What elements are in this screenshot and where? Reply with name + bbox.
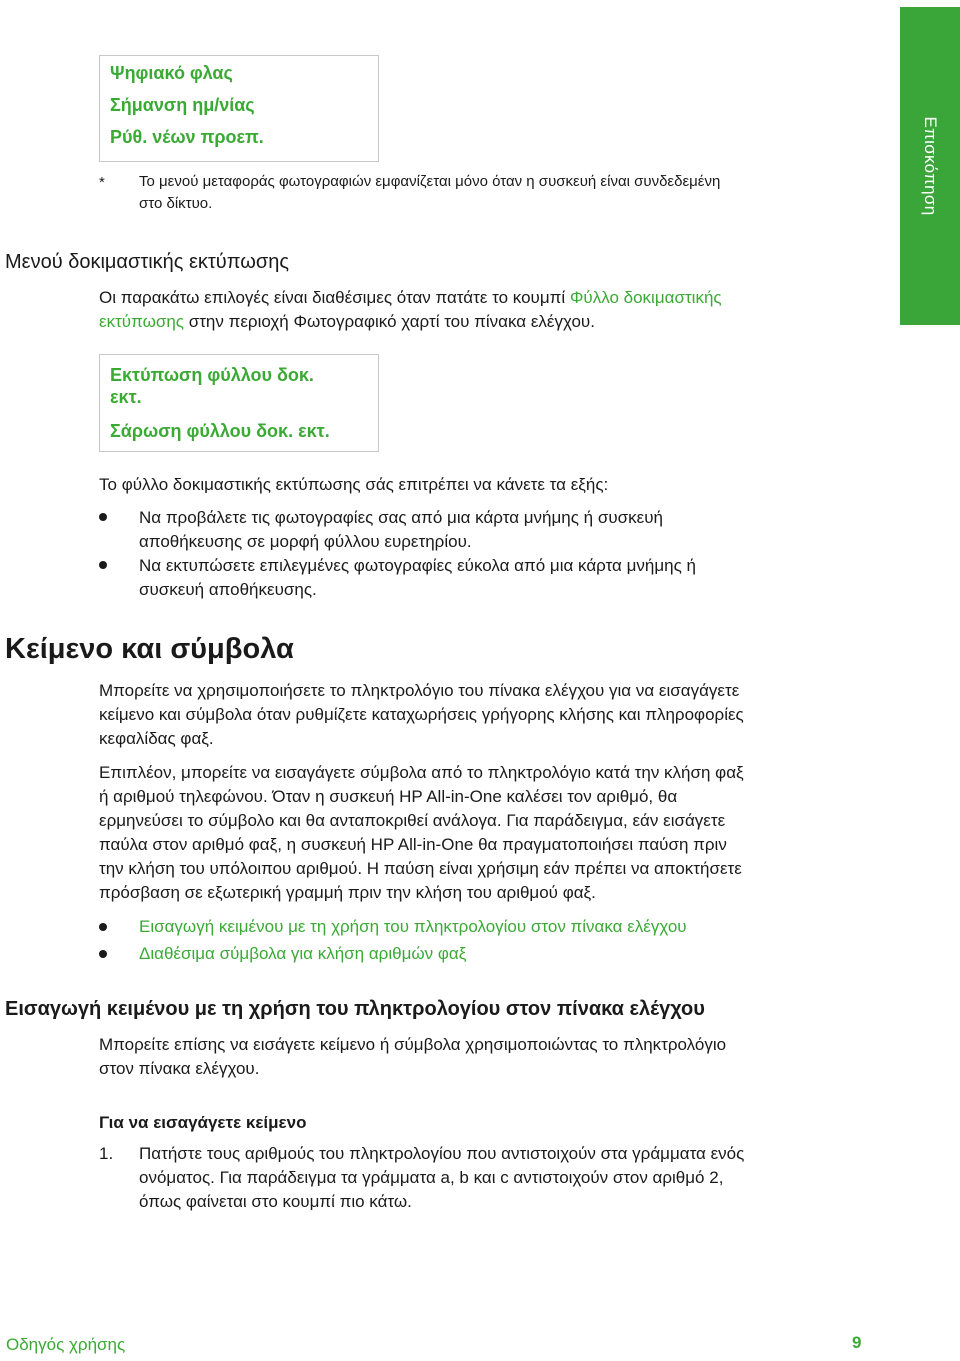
note-line-2: στο δίκτυο. — [139, 195, 213, 212]
proof-sheet-lead: Το φύλλο δοκιμαστικής εκτύπωσης σάς επιτρέπει να κάνετε τα εξής: — [99, 475, 609, 494]
keypad-para-line-2: στον πίνακα ελέγχου. — [99, 1059, 260, 1078]
step-line-2: ονόματος. Για παράδειγμα τα γράμματα a, b και c αντιστοιχούν στον αριθμό 2, — [139, 1168, 724, 1187]
text-para-2-line-4: παύλα στον αριθμό φαξ, η συσκευή HP All-in-One θα πραγματοποιήσει παύση πριν — [99, 835, 727, 854]
text-para-2-line-1: Επιπλέον, μπορείτε να εισαγάγετε σύμβολα από το πληκτρολόγιο κατά την κλήση φαξ — [99, 763, 744, 782]
step-number: 1. — [99, 1144, 114, 1163]
text-para-2-line-2: ή αριθμού τηλεφώνου. Όταν η συσκευή HP All-in-One καλέσει τον αριθμό, θα — [99, 787, 678, 806]
proof-sheet-menu-box — [99, 354, 379, 452]
bullet-1-line-1: Να προβάλετε τις φωτογραφίες σας από μια κάρτα μνήμης ή συσκευή — [139, 508, 663, 527]
step-line-1: Πατήστε τους αριθμούς του πληκτρολογίου που αντιστοιχούν στα γράμματα ενός — [139, 1144, 745, 1163]
to-enter-text-subheading: Για να εισαγάγετε κείμενο — [99, 1113, 307, 1132]
menu-item-scan-proof-sheet: Σάρωση φύλλου δοκ. εκτ. — [110, 421, 330, 441]
intro-text: Οι παρακάτω επιλογές είναι διαθέσιμες όταν πατάτε το κουμπί — [99, 288, 570, 307]
bullet-icon — [99, 513, 107, 521]
proof-sheet-intro-line-2 — [99, 310, 595, 334]
bullet-1-line-2: αποθήκευσης σε μορφή φύλλου ευρετηρίου. — [139, 532, 472, 551]
bullet-icon — [99, 950, 107, 958]
section-side-tab — [900, 7, 960, 325]
text-para-1-line-2: κείμενο και σύμβολα όταν ρυθμίζετε καταχωρήσεις γρήγορης κλήσης και πληροφορίες — [99, 705, 744, 724]
text-para-2-line-5: την κλήση του υπόλοιπου αριθμού. Η παύση είναι χρήσιμη εάν πρέπει να αποκτήσετε — [99, 859, 742, 878]
menu-item-date-stamp: Σήμανση ημ/νίας — [110, 95, 255, 115]
side-tab-label: Επισκόπηση — [921, 116, 940, 216]
menu-item-set-new-defaults: Ρύθ. νέων προεπ. — [110, 127, 264, 147]
proof-sheet-button-name-cont: εκτύπωσης — [99, 312, 184, 331]
menu-item-print-proof-sheet — [110, 364, 368, 408]
menu-item-print-line-2: εκτ. — [110, 387, 142, 407]
text-para-1-line-3: κεφαλίδας φαξ. — [99, 729, 214, 748]
bullet-icon — [99, 561, 107, 569]
proof-sheet-intro-line-1 — [99, 286, 722, 310]
bullet-2-line-2: συσκευή αποθήκευσης. — [139, 580, 317, 599]
menu-options-box — [99, 55, 379, 162]
note-marker: * — [99, 174, 105, 191]
proof-sheet-heading: Μενού δοκιμαστικής εκτύπωσης — [5, 251, 289, 273]
text-para-2-line-6: πρόσβαση σε εξωτερική γραμμή πριν την κλήση του αριθμού φαξ. — [99, 883, 596, 902]
note-line-1: Το μενού μεταφοράς φωτογραφιών εμφανίζεται μόνο όταν η συσκευή είναι συνδεδεμένη — [139, 173, 721, 190]
keypad-para-line-1: Μπορείτε επίσης να εισάγετε κείμενο ή σύμβολα χρησιμοποιώντας το πληκτρολόγιο — [99, 1035, 727, 1054]
text-para-1-line-1: Μπορείτε να χρησιμοποιήσετε το πληκτρολόγιο του πίνακα ελέγχου για να εισαγάγετε — [99, 681, 740, 700]
menu-item-print-line-1: Εκτύπωση φύλλου δοκ. — [110, 365, 314, 385]
link-fax-dialing-symbols[interactable]: Διαθέσιμα σύμβολα για κλήση αριθμών φαξ — [139, 944, 467, 963]
footer-guide-title: Οδηγός χρήσης — [6, 1335, 126, 1354]
text-symbols-heading: Κείμενο και σύμβολα — [5, 633, 294, 665]
bullet-2-line-1: Να εκτυπώσετε επιλεγμένες φωτογραφίες εύκολα από μια κάρτα μνήμης ή — [139, 556, 696, 575]
link-keypad-text-entry[interactable]: Εισαγωγή κειμένου με τη χρήση του πληκτρολογίου στον πίνακα ελέγχου — [139, 917, 687, 936]
step-line-3: όπως φαίνεται στο κουμπί πιο κάτω. — [139, 1192, 412, 1211]
page-number: 9 — [852, 1333, 862, 1352]
keypad-text-heading: Εισαγωγή κειμένου με τη χρήση του πληκτρολογίου στον πίνακα ελέγχου — [5, 998, 705, 1020]
menu-item-digital-flash: Ψηφιακό φλας — [110, 63, 233, 83]
bullet-icon — [99, 923, 107, 931]
intro-text-cont: στην περιοχή Φωτογραφικό χαρτί του πίνακα ελέγχου. — [184, 312, 595, 331]
text-para-2-line-3: ερμηνεύσει το σύμβολο και θα ανταποκριθεί ανάλογα. Για παράδειγμα, εάν εισάγετε — [99, 811, 726, 830]
proof-sheet-button-name: Φύλλο δοκιμαστικής — [569, 288, 722, 307]
